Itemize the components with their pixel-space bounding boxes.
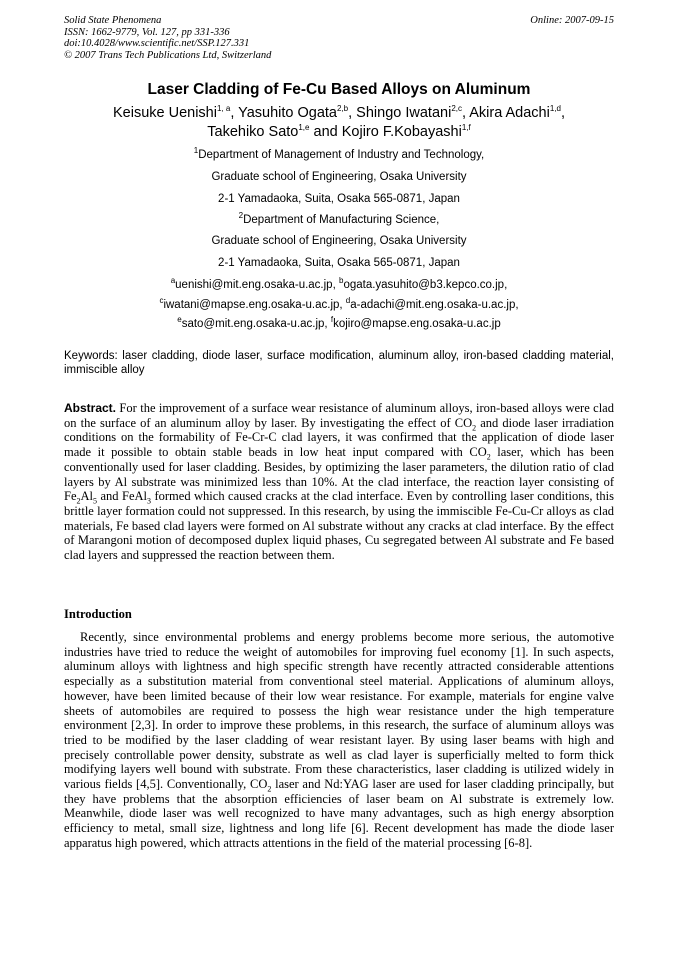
author-name: and Kojiro F.Kobayashi	[309, 123, 462, 140]
author-affiliation-mark: 2,c	[451, 104, 462, 114]
keywords: Keywords: laser cladding, diode laser, surface modification, aluminum alloy, iron-based cladding material, immiscible alloy	[64, 350, 614, 376]
affiliation-mark: 2	[238, 211, 244, 221]
email-mark: b	[338, 276, 344, 286]
email-mark: e	[177, 315, 182, 325]
author-affiliation-mark: 1,f	[461, 122, 471, 132]
email-mark: d	[345, 295, 351, 305]
affiliation-mark: 1	[193, 146, 199, 156]
journal-doi: doi:10.4028/www.scientific.net/SSP.127.331	[64, 38, 250, 49]
email-address: kojiro@mapse.eng.osaka-u.ac.jp	[333, 318, 501, 330]
email-address: sato@mit.eng.osaka-u.ac.jp,	[181, 318, 331, 330]
subscript: 2	[472, 423, 477, 433]
affiliation-2-line-2: Graduate school of Engineering, Osaka University	[211, 235, 467, 247]
subscript: 3	[147, 496, 151, 506]
author-separator: ,	[560, 105, 565, 121]
affiliation-text: Department of Manufacturing Science,	[243, 214, 440, 226]
author-affiliation-mark: 1, a	[216, 104, 231, 114]
abstract-text: laser, which has been conventionally used for laser cladding. Besides, by optimizing the laser parameters, the dilution ratio of clad layers by Al substrate was minimized less than 10%. At the clad interface, the reaction layer consisting of Fe	[64, 445, 614, 504]
introduction-paragraph	[64, 630, 614, 851]
author-name: Takehiko Sato	[207, 123, 299, 140]
abstract-text: and FeAl	[97, 489, 147, 504]
email-address: uenishi@mit.eng.osaka-u.ac.jp,	[175, 279, 339, 291]
author-name: , Akira Adachi	[461, 105, 550, 121]
author-affiliation-mark: 1,e	[298, 122, 310, 132]
journal-issn: ISSN: 1662-9779, Vol. 127, pp 331-336	[64, 26, 230, 38]
section-heading: Introduction	[64, 607, 132, 621]
author-emails	[64, 276, 614, 335]
subscript: 2	[486, 452, 491, 462]
online-date: Online: 2007-09-15	[530, 15, 614, 26]
author-name: , Shingo Iwatani	[348, 105, 452, 121]
email-mark: c	[159, 295, 164, 305]
author-name: , Yasuhito Ogata	[230, 105, 337, 121]
journal-name: Solid State Phenomena	[64, 15, 162, 26]
affiliation-2-line-1	[64, 213, 614, 227]
email-mark: f	[330, 315, 334, 325]
author-list	[64, 104, 614, 141]
body-text: laser and Nd:YAG laser are used for laser cladding principally, but they have problems that the absorption efficiencies of laser beam on Al substrate is extremely low. Meanwhile, diode laser was well recognized to have many advantages, such as high energy absorption efficiency to metal, small size, lightness and long life [6]. Recent development has made the diode laser apparatus high powered, which attracts attentions in the field of the material processing [6-8].	[64, 777, 614, 850]
subscript: 2	[76, 496, 81, 506]
abstract-text: For the improvement of a surface wear resistance of aluminum alloys, iron-based alloys were clad on the surface of an aluminum alloy by laser. By investigating the effect of CO	[64, 401, 614, 430]
author-affiliation-mark: 2,b	[337, 104, 349, 114]
paper-title: Laser Cladding of Fe-Cu Based Alloys on Aluminum	[147, 81, 531, 98]
affiliation-1-line-3: 2-1 Yamadaoka, Suita, Osaka 565-0871, Japan	[218, 193, 460, 205]
author-affiliation-mark: 1,d	[549, 104, 561, 114]
affiliation-1-line-2: Graduate school of Engineering, Osaka University	[211, 171, 467, 183]
abstract-text: and diode laser irradiation conditions on the formability of Fe-Cr-C clad layers, it was confirmed that the application of diode laser made it possible to obtain stable beads in low heat input compared with CO	[64, 415, 614, 460]
body-text: Recently, since environmental problems and energy problems become more serious, the automotive industries have tried to reduce the weight of automobiles for improving fuel economy [1]. In such aspects, aluminum alloys with lightness and high specific strength have recently attracted considerable attentions especially as a substitution material from conventional steel material. Applications of aluminum alloys, however, have been limited because of their low wear resistance. For example, materials for engine valve sheets of automobiles are required to possess the high wear resistance under the high temperature environment [2,3]. In order to improve these problems, in this research, the surface of aluminum alloys was tried to be modified by the laser cladding of wear resistant layer. By using laser beams with high and precisely controllable power density, substrate as well as clad layer is superficially melted to form thick modifying layers well bound with substrate. From these characteristics, laser cladding is utilized widely in various fields [4,5]. Conventionally, CO	[64, 630, 614, 792]
abstract-text: Al	[80, 489, 93, 504]
abstract	[64, 401, 614, 563]
abstract-label: Abstract.	[64, 401, 117, 415]
journal-copyright: © 2007 Trans Tech Publications Ltd, Switzerland	[64, 49, 272, 61]
journal-header	[64, 15, 271, 61]
affiliation-1-line-1	[64, 148, 614, 162]
email-mark: a	[170, 276, 176, 286]
email-address: iwatani@mapse.eng.osaka-u.ac.jp,	[163, 298, 346, 311]
email-address: a-adachi@mit.eng.osaka-u.ac.jp,	[350, 298, 519, 311]
affiliation-2-line-3: 2-1 Yamadaoka, Suita, Osaka 565-0871, Japan	[218, 257, 460, 269]
author-name: Keisuke Uenishi	[112, 105, 217, 121]
subscript: 5	[93, 496, 97, 506]
email-address: ogata.yasuhito@b3.kepco.co.jp,	[343, 279, 508, 291]
subscript: 2	[267, 784, 272, 794]
affiliation-text: Department of Management of Industry and Technology,	[198, 149, 485, 161]
abstract-text: formed which caused cracks at the clad interface. Even by controlling laser conditions, this brittle layer formation could not suppressed. In this research, by using the immiscible Fe-Cu-Cr alloys as clad materials, Fe based clad layers were formed on Al substrate without any cracks at clad interface. By the effect of Marangoni motion of decomposed duplex liquid phases, Cu segregated between Al substrate and Fe based clad layers and suppressed the reaction between them.	[64, 489, 614, 563]
